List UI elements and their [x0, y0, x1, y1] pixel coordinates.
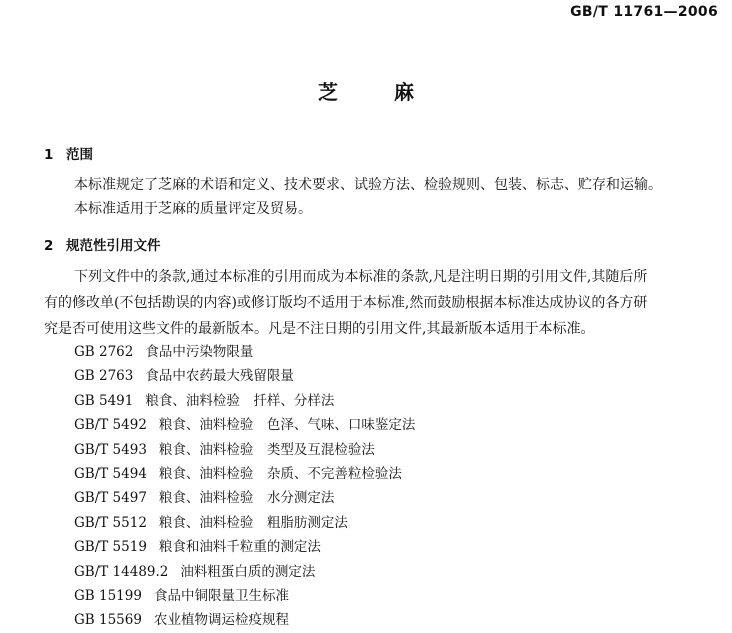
reference-title: 农业植物调运检疫规程: [153, 612, 289, 629]
reference-code: GB 2763: [74, 368, 134, 385]
reference-code: GB/T 5512: [74, 514, 147, 531]
section-2-title: 规范性引用文件: [66, 238, 161, 254]
section-2-heading: [44, 234, 161, 254]
reference-code: GB/T 14489.2: [74, 563, 169, 580]
reference-code: GB 15199: [74, 587, 142, 604]
reference-title: 食品中农药最大残留限量: [145, 368, 294, 385]
section-2-intro-line-1: 下列文件中的条款,通过本标准的引用而成为本标准的条款,凡是注明日期的引用文件,其随后所: [74, 269, 648, 285]
reference-item: [74, 413, 415, 437]
reference-code: GB/T 5492: [74, 417, 147, 434]
section-1-heading: [44, 143, 93, 163]
reference-title: 粮食、油料检验 色泽、气味、口味鉴定法: [158, 417, 416, 434]
reference-title: 油料粗蛋白质的测定法: [180, 563, 316, 580]
reference-code: GB 5491: [74, 392, 134, 409]
reference-code: GB/T 5493: [74, 441, 147, 458]
normative-reference-list: [74, 340, 415, 633]
reference-title: 粮食、油料检验 粗脂肪测定法: [158, 514, 348, 531]
reference-title: 粮食、油料检验 扦样、分样法: [145, 392, 335, 409]
reference-code: GB 15569: [74, 612, 142, 629]
section-2-number: 2: [44, 238, 54, 254]
section-1-paragraph-2: 本标准适用于芝麻的质量评定及贸易。: [74, 201, 312, 217]
reference-title: 食品中铜限量卫生标准: [153, 587, 289, 604]
reference-code: GB/T 5497: [74, 490, 147, 507]
section-2-intro-line-2: 有的修改单(不包括勘误的内容)或修订版均不适用于本标准,然而鼓励根据本标准达成协议的各方研: [44, 295, 648, 311]
reference-title: 粮食、油料检验 水分测定法: [158, 490, 335, 507]
title-char-1: 芝: [318, 80, 338, 104]
reference-item: [74, 535, 415, 559]
reference-code: GB/T 5519: [74, 539, 147, 556]
reference-item: [74, 438, 415, 462]
reference-item: [74, 560, 415, 584]
reference-item: [74, 462, 415, 486]
section-2-intro-line-3: 究是否可使用这些文件的最新版本。凡是不注日期的引用文件,其最新版本适用于本标准。: [44, 321, 595, 337]
reference-title: 食品中污染物限量: [145, 344, 254, 360]
reference-item: [74, 511, 415, 535]
reference-title: 粮食、油料检验 杂质、不完善粒检验法: [158, 465, 402, 482]
section-1-number: 1: [44, 147, 54, 163]
reference-item: [74, 340, 415, 364]
title-char-2: 麻: [394, 80, 414, 104]
standard-code: GB/T 11761—2006: [570, 4, 718, 20]
reference-item: [74, 364, 415, 388]
reference-item: [74, 389, 415, 413]
section-1-title: 范围: [66, 147, 93, 163]
document-title: [0, 76, 732, 105]
reference-title: 粮食和油料千粒重的测定法: [158, 539, 321, 556]
section-1-paragraph-1: 本标准规定了芝麻的术语和定义、技术要求、试验方法、检验规则、包装、标志、贮存和运输。: [74, 177, 662, 193]
reference-item: [74, 608, 415, 632]
reference-item: [74, 486, 415, 510]
reference-code: GB/T 5494: [74, 465, 147, 482]
reference-code: GB 2762: [74, 344, 134, 360]
reference-item: [74, 584, 415, 608]
reference-title: 粮食、油料检验 类型及互混检验法: [158, 441, 375, 458]
